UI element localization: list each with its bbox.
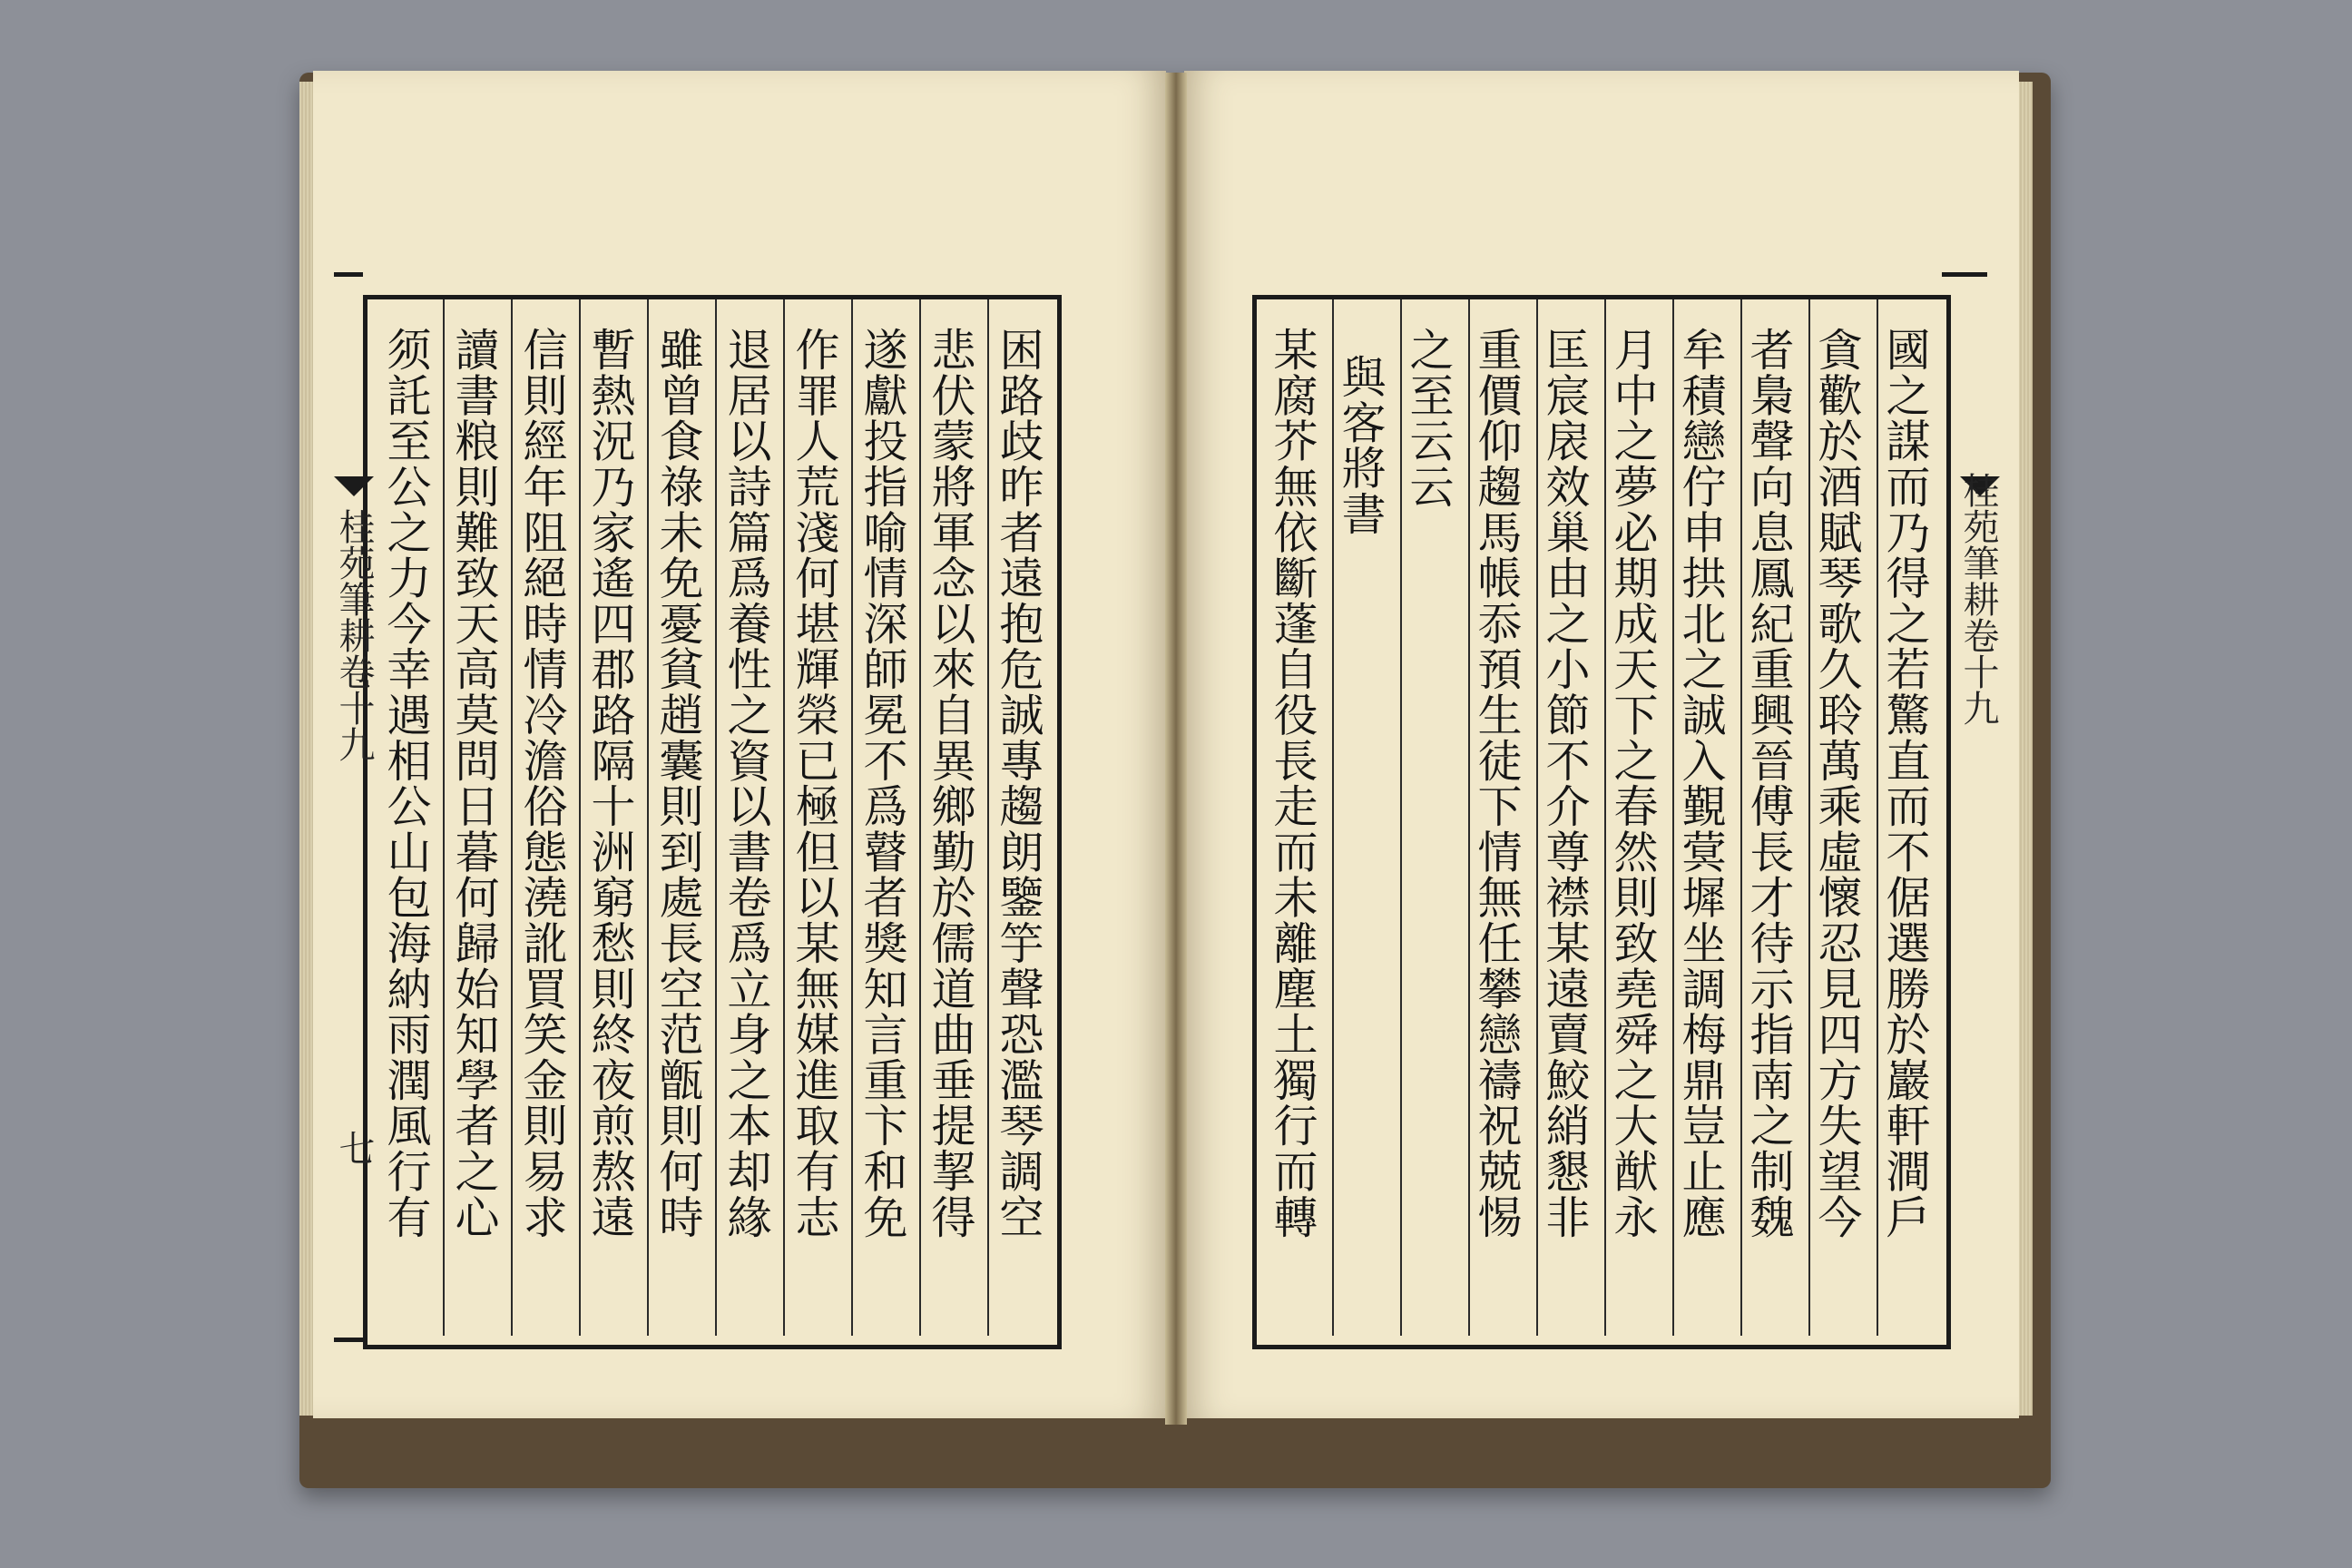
book-gutter bbox=[1165, 73, 1187, 1425]
left-column-7: 暫熱況乃家遙四郡路隔十洲窮愁則終夜煎熬遠 bbox=[584, 327, 636, 1240]
right-column-1: 國之謀而乃得之若驚直而不倨選勝於巖軒澗戶 bbox=[1879, 327, 1931, 1240]
left-banxin-title: 桂苑筆耕卷十九 bbox=[333, 508, 375, 762]
left-column-rule bbox=[647, 299, 649, 1336]
right-column-7: 重價仰趨馬帳忝預生徒下情無任攀戀禱祝兢惕 bbox=[1471, 327, 1523, 1240]
left-column-3: 遂獻投指喻情深師冕不爲瞽者獎知言重卞和免 bbox=[857, 327, 908, 1240]
right-column-10: 某腐芥無依斷蓬自役長走而未離塵土獨行而轉 bbox=[1267, 327, 1318, 1240]
left-column-8: 信則經年阻絕時情冷澹俗態澆訛買笑金則易求 bbox=[516, 327, 568, 1240]
right-column-3: 者梟聲向息鳳紀重興晉傅長才待示指南之制魏 bbox=[1743, 327, 1795, 1240]
left-column-rule bbox=[783, 299, 785, 1336]
left-column-rule bbox=[511, 299, 513, 1336]
left-column-9: 讀書粮則難致天高莫問日暮何歸始知學者之心 bbox=[448, 327, 500, 1240]
left-banxin-top-rule bbox=[334, 272, 363, 277]
left-column-rule bbox=[579, 299, 581, 1336]
left-column-rule bbox=[919, 299, 921, 1336]
left-column-rule bbox=[851, 299, 853, 1336]
left-column-rule bbox=[715, 299, 717, 1336]
left-column-6: 雖曾食祿未免憂貧趙囊則到處長空范甑則何時 bbox=[652, 327, 704, 1240]
left-banxin-folio: 七 bbox=[333, 1130, 375, 1166]
right-column-9-heading: 與客將書 bbox=[1335, 354, 1387, 537]
left-fish-tail-mark bbox=[334, 476, 374, 496]
left-column-4: 作罪人荒淺何堪輝榮已極但以某無媒進取有志 bbox=[789, 327, 840, 1240]
left-column-5: 退居以詩篇爲養性之資以書卷爲立身之本却緣 bbox=[720, 327, 772, 1240]
right-column-6: 匡宸扆效巢由之小節不介尊襟某遠賣鮫綃懇非 bbox=[1539, 327, 1591, 1240]
right-column-5: 月中之夢必期成天下之春然則致堯舜之大猷永 bbox=[1607, 327, 1659, 1240]
left-column-2: 悲伏蒙將軍念以來自異鄉勤於儒道曲垂提挈得 bbox=[925, 327, 976, 1240]
right-column-8: 之至云云 bbox=[1403, 327, 1455, 510]
left-column-rule bbox=[443, 299, 445, 1336]
left-column-10: 须託至公之力今幸遇相公山包海納雨潤風行有 bbox=[380, 327, 432, 1240]
left-banxin-bottom-rule bbox=[334, 1338, 363, 1342]
left-column-1: 困路歧昨者遠抱危誠專趨朗鑒竽聲恐濫琴調空 bbox=[993, 327, 1044, 1240]
right-column-2: 貪歡於酒賦琴歌久聆萬乘虛懷忍見四方失望今 bbox=[1811, 327, 1863, 1240]
right-banxin-top-rule bbox=[1942, 272, 1987, 277]
right-column-4: 牟積戀佇申拱北之誠入覲蓂墀坐調梅鼎豈止應 bbox=[1675, 327, 1727, 1240]
right-banxin-title: 桂苑筆耕卷十九 bbox=[1957, 472, 1999, 726]
left-column-rule bbox=[987, 299, 989, 1336]
